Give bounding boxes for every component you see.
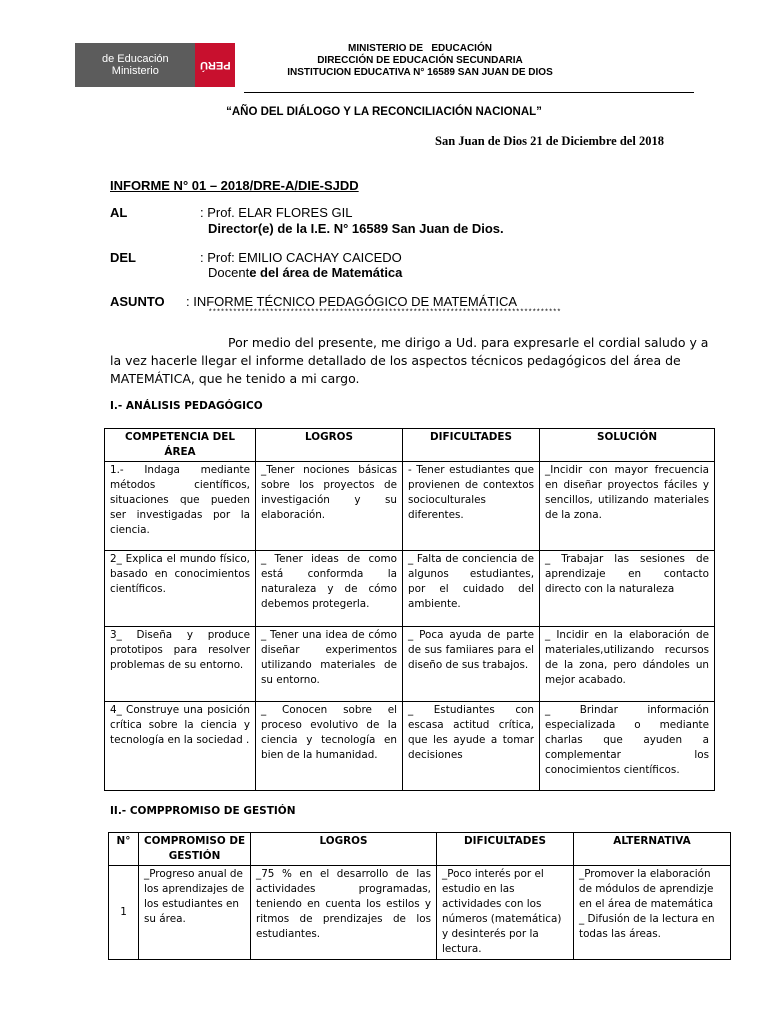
table-cell: 2_ Explica el mundo físico, basado en conocimientos científicos. [105,551,256,627]
peru-ministry-logo [75,43,235,87]
document-date: San Juan de Dios 21 de Diciembre del 2018 [435,134,664,148]
management-commitment-table [108,832,731,960]
section1-title: I.- ANÁLISIS PEDAGÓGICO [110,400,263,412]
table-row [105,551,715,627]
table-cell: _Tener nociones básicas sobre los proyectos de investigación y su elaboración. [256,462,403,551]
table-cell: - Tener estudiantes que provienen de contextos socioculturales diferentes. [403,462,540,551]
table-cell: _ Poca ayuda de parte de sus famiiares para el diseño de sus trabajos. [403,627,540,702]
header-divider [244,92,694,93]
t2-header-logros: LOGROS [251,833,437,866]
al-name: : Prof. ELAR FLORES GIL [200,205,353,220]
ministry-logo-panel [75,43,195,87]
table-cell: 3_ Diseña y produce prototipos para resolver problemas de su entorno. [105,627,256,702]
header-ministry: MINISTERIO DE EDUCACIÓN [348,43,492,54]
t1-header-solucion: SOLUCIÓN [540,429,715,462]
logo-ministry-line2: de Educación [101,53,169,65]
t2-header-dificultades: DIFICULTADES [437,833,574,866]
header-institution: INSTITUCION EDUCATIVA N° 16589 SAN JUAN DE DIOS [287,67,553,78]
table-cell: _ Tener una idea de cómo diseñar experimentos utilizando materiales de su entorno. [256,627,403,702]
t1-header-competencia: COMPETENCIA DEL ÁREA [105,429,256,462]
logo-country: PERÚ [199,59,231,71]
table-cell: 1.- Indaga mediante métodos científicos, situaciones que pueden ser investigadas por la ciencia. [105,462,256,551]
t1-header-dificultades: DIFICULTADES [403,429,540,462]
table-cell: _ Trabajar las sesiones de aprendizaje en contacto directo con la naturaleza [540,551,715,627]
t1-header-logros: LOGROS [256,429,403,462]
table-cell: _Poco interés por el estudio en las actividades con los números (matemática) y desinterés por la lectura. [437,866,574,960]
table-cell: 1 [109,866,139,960]
institution-header [250,43,590,79]
table-cell: _ Falta de conciencia de algunos estudiantes, por el cuidado del ambiente. [403,551,540,627]
logo-ministry-line1: Ministerio [111,65,159,77]
del-name: : Prof: EMILIO CACHAY CAICEDO [200,250,402,265]
asunto-label: ASUNTO [110,294,165,309]
t2-header-compromiso: COMPROMISO DE GESTIÓN [139,833,251,866]
table-row [105,702,715,791]
table-cell: _Promover la elaboración de módulos de aprendizje en el área de matemática _ Difusión de la lectura en todas las áreas. [574,866,731,960]
section2-title: II.- COMPPROMISO DE GESTIÓN [110,805,296,817]
del-role [208,265,402,281]
del-role-plain: Docent [208,265,250,280]
year-motto: “AÑO DEL DIÁLOGO Y LA RECONCILIACIÓN NACIONAL” [226,106,542,118]
table-cell: _75 % en el desarrollo de las actividades programadas, teniendo en cuenta los estilos y ritmos de prendizajes de los estudiantes. [251,866,437,960]
table-cell: _Progreso anual de los aprendizajes de los estudiantes en su área. [139,866,251,960]
intro-paragraph [110,334,712,388]
al-role: Director(e) de la I.E. N° 16589 San Juan de Dios. [208,221,504,236]
pedagogical-analysis-table [104,428,715,791]
al-label: AL [110,205,128,220]
t2-header-num: N° [109,833,139,866]
table-cell: _ Incidir en la elaboración de materiales,utilizando recursos de la zona, pero dándoles un mejor acabado. [540,627,715,702]
table-row [105,462,715,551]
table-cell: 4_ Construye una posición crítica sobre la ciencia y tecnología en la sociedad . [105,702,256,791]
intro-text: Por medio del presente, me dirigo a Ud. para expresarle el cordial saludo y a la vez hacerle llegar el informe detallado de los aspectos técnicos pedagógicos del área de MATEMÁTICA, que he tenido a mi cargo. [110,335,709,386]
t2-header-alternativa: ALTERNATIVA [574,833,731,866]
table-cell: _ Brindar información especializada o mediante charlas que ayuden a complementar los conocimientos científicos. [540,702,715,791]
peru-logo-panel [195,43,235,87]
del-role-bold: e del área de Matemática [249,265,403,280]
table-row [105,627,715,702]
header-direction: DIRECCIÓN DE EDUCACIÓN SECUNDARIA [317,55,523,66]
informe-title: INFORME N° 01 – 2018/DRE-A/DIE-SJDD [110,178,359,193]
del-label: DEL [110,250,136,265]
asunto-text: : INFORME TÉCNICO PEDAGÓGICO DE MATEMÁTICA [186,294,518,309]
table-cell: _ Conocen sobre el proceso evolutivo de la ciencia y tecnología en bien de la humanidad. [256,702,403,791]
table-cell: _ Tener ideas de como está conformda la naturaleza y de cómo debemos protegerla. [256,551,403,627]
table-cell: _ Estudiantes con escasa actitud crítica, que les ayude a tomar decisiones [403,702,540,791]
table-cell: _Incidir con mayor frecuencia en diseñar proyectos fáciles y sencillos, utilizando materiales de la zona. [540,462,715,551]
separator-stars: ************************************************************************************** [208,309,561,317]
table-row [109,866,731,960]
